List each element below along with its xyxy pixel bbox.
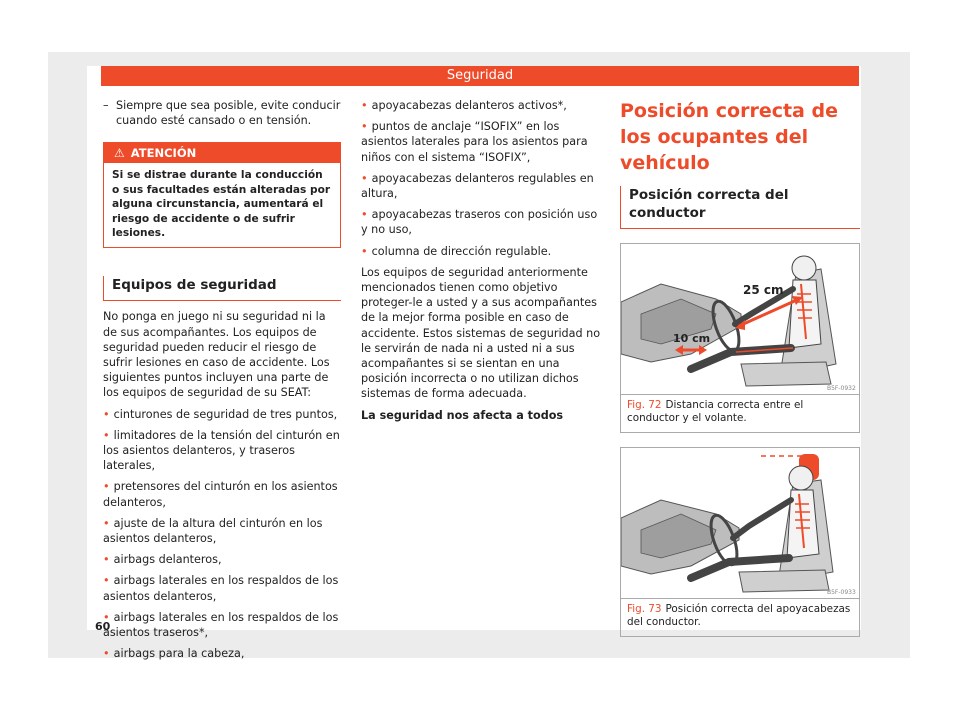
column-right	[620, 98, 860, 637]
list-item: • airbags delanteros,	[103, 553, 222, 567]
bullet-dot-icon: •	[103, 480, 110, 494]
list-item: • airbags laterales en los respaldos de los asientos traseros*,	[103, 610, 339, 640]
warning-box	[103, 142, 341, 248]
list-item: • ajuste de la altura del cinturón en los asientos delanteros,	[103, 516, 323, 546]
list-item: • apoyacabezas delanteros activos*,	[361, 99, 567, 112]
figure-code: B5F-0933	[827, 588, 856, 596]
list-item: • pretensores del cinturón en los asientos delanteros,	[103, 480, 338, 509]
figure-73	[620, 447, 860, 637]
list-item: • puntos de anclaje “ISOFIX” en los asientos laterales para los asientos para niños con el sistema “ISOFIX”,	[361, 120, 588, 164]
headrest-illustration	[621, 448, 859, 598]
list-item: • cinturones de seguridad de tres puntos,	[103, 407, 338, 421]
bullet-dot-icon: •	[103, 428, 110, 442]
page-number: 60	[95, 620, 111, 633]
column-left	[103, 98, 341, 668]
figure-number: Fig. 73	[627, 602, 662, 615]
figure-number: Fig. 72	[627, 399, 662, 411]
figure-code: B5F-0932	[827, 385, 856, 392]
bullet-dot-icon: •	[361, 120, 368, 134]
list-item: • apoyacabezas traseros con posición uso y no uso,	[361, 208, 598, 237]
bold-heading: La seguridad nos afecta a todos	[361, 408, 564, 422]
warning-header	[104, 143, 340, 163]
list-item: • limitadores de la tensión del cinturón en los asientos delanteros, y traseros laterales,	[103, 428, 340, 473]
figure-caption-text: Posición correcta del apoyacabezas del conductor.	[627, 602, 851, 629]
figure-caption-text: Distancia correcta entre el conductor y el volante.	[627, 399, 804, 425]
bullet-dot-icon: •	[103, 574, 110, 588]
body-paragraph: Los equipos de seguridad anteriormente mencionados tienen como objetivo proteger-le a usted y a sus acompañantes de la mejor forma posible en caso de accidente. Estos sistemas de seguridad no le servirán de nada ni a usted ni a sus acompañantes si se sientan en una posición incorrecta o no utilizan dichos sistemas de forma adecuada.	[361, 265, 601, 401]
dash-list-item	[103, 98, 341, 128]
bullet-dot-icon: •	[103, 407, 110, 421]
intro-paragraph: No ponga en juego ni su seguridad ni la de sus acompañantes. Los equipos de seguridad pueden reducir el riesgo de sufrir lesiones en caso de accidente. Los siguientes puntos incluyen una parte de los equipos de seguridad de su SEAT:	[103, 310, 330, 400]
warning-triangle-icon: ⚠	[114, 146, 125, 161]
bullet-dot-icon: •	[103, 553, 110, 567]
list-item: • apoyacabezas delanteros regulables en altura,	[361, 171, 594, 201]
distance-label-10: 10 cm	[673, 332, 711, 345]
bullet-dot-icon: •	[361, 99, 368, 112]
warning-label: ATENCIÓN	[130, 146, 197, 161]
figure-caption	[621, 394, 859, 432]
subsection-title: Posición correcta del conductor	[620, 186, 860, 229]
list-item: • airbags para la cabeza,	[103, 647, 245, 661]
bullet-list	[103, 407, 341, 662]
figure-caption	[621, 598, 859, 636]
warning-text: Si se distrae durante la conducción o sus facultades están alteradas por alguna circunstancia, aumentará el riesgo de accidente o de sufrir lesiones.	[112, 169, 331, 240]
list-item: • airbags laterales en los respaldos de los asientos delanteros,	[103, 574, 339, 603]
main-title: Posición correcta de los ocupantes del vehículo	[620, 100, 838, 174]
bullet-dot-icon: •	[103, 516, 110, 530]
column-middle	[361, 98, 601, 423]
bullet-list	[361, 98, 601, 259]
driver-distance-illustration	[621, 244, 859, 394]
bullet-dot-icon: •	[103, 647, 110, 661]
section-title: Equipos de seguridad	[103, 276, 341, 301]
list-item: • columna de dirección regulable.	[361, 244, 552, 258]
bullet-dot-icon: •	[103, 610, 110, 624]
bullet-dot-icon: •	[361, 208, 368, 222]
dash-marker: –	[103, 99, 109, 112]
figure-72	[620, 243, 860, 433]
dash-item-text: Siempre que sea posible, evite conducir cuando esté cansado o en tensión.	[116, 99, 341, 128]
bullet-dot-icon: •	[361, 171, 368, 185]
distance-label-25: 25 cm	[743, 283, 784, 297]
bullet-dot-icon: •	[361, 244, 368, 258]
chapter-header: Seguridad	[101, 66, 859, 86]
